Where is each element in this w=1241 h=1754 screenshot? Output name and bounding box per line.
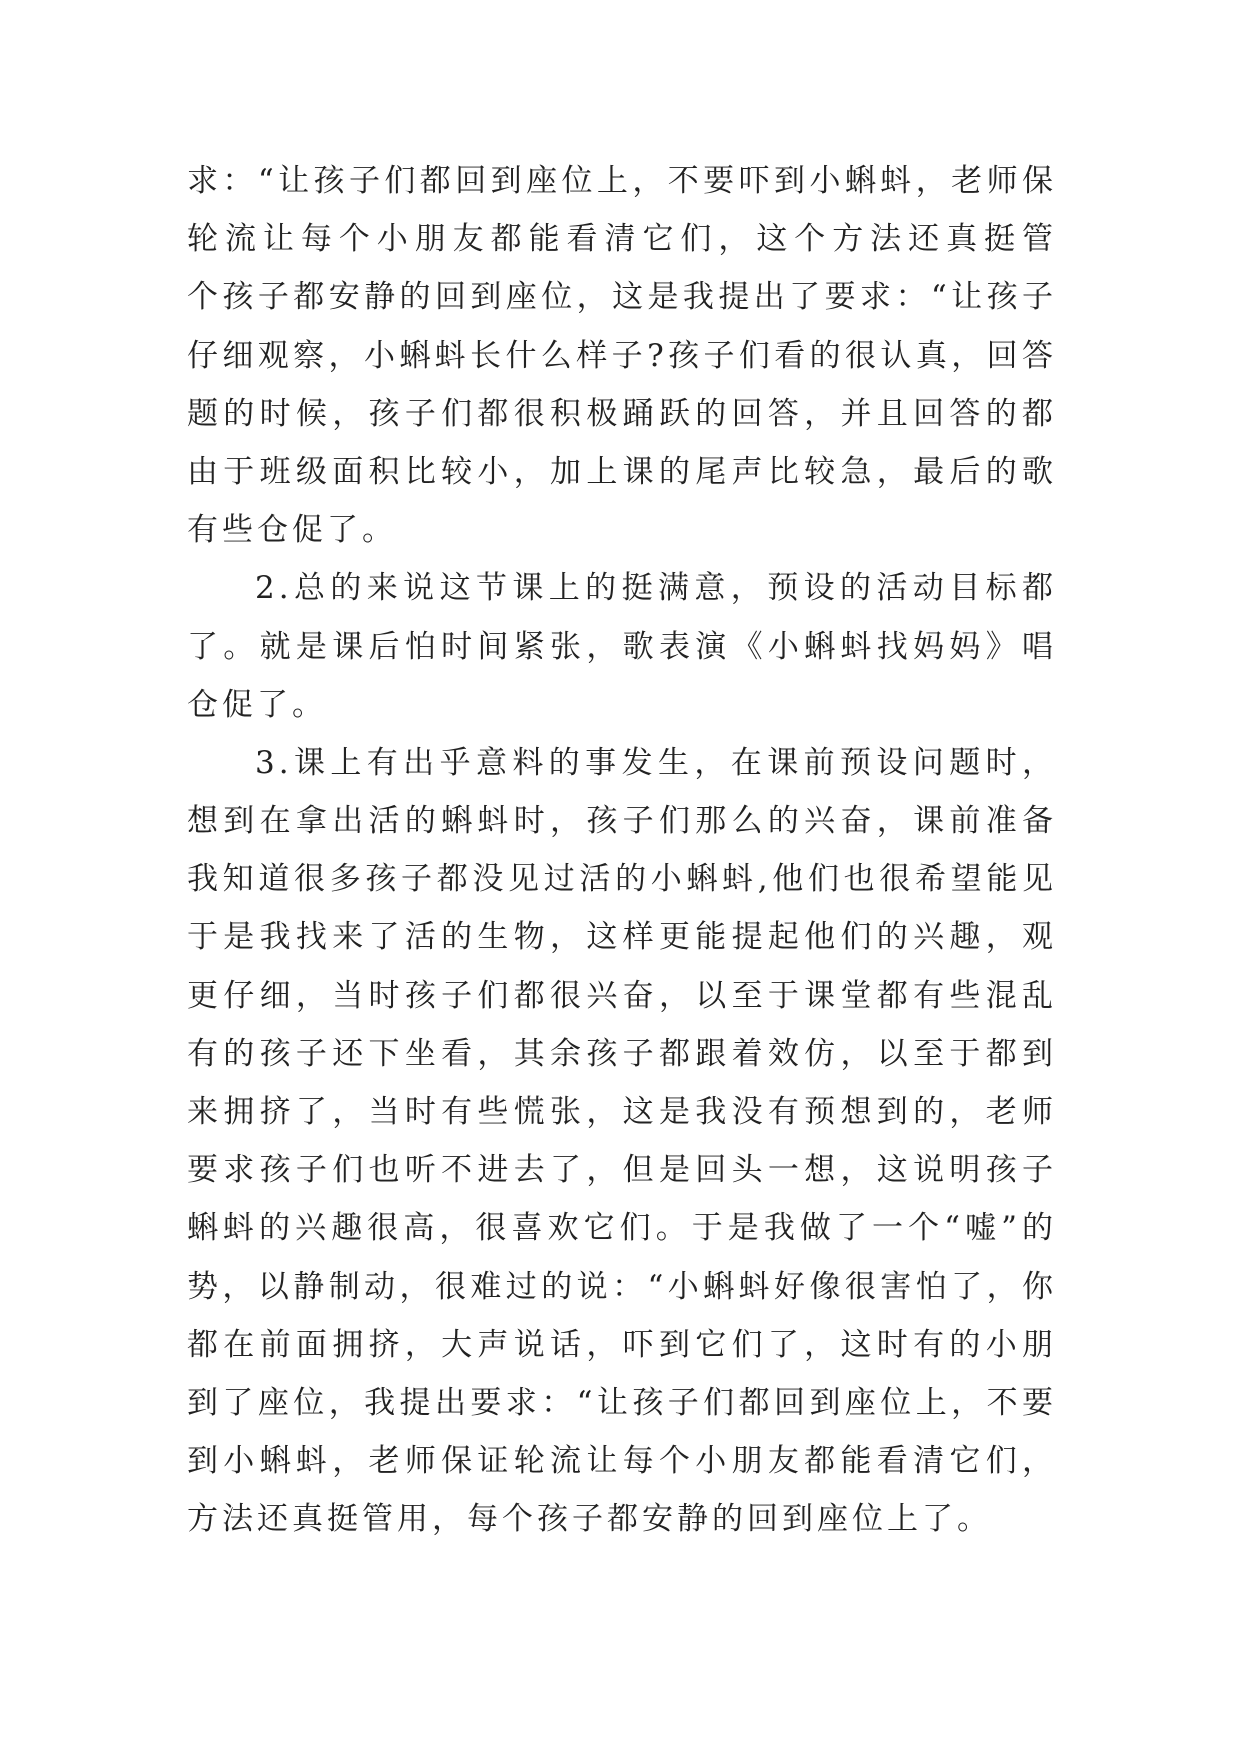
text-line: 有些仓促了。 xyxy=(187,512,397,549)
text-line: 了。就是课后怕时间紧张，歌表演《小蝌蚪找妈妈》唱 xyxy=(187,628,1057,665)
text-line: 更仔细，当时孩子们都很兴奋，以至于课堂都有些混乱 xyxy=(187,977,1057,1014)
text-line: 想到在拿出活的蝌蚪时，孩子们那么的兴奋，课前准备 xyxy=(187,803,1057,840)
text-line: 轮流让每个小朋友都能看清它们，这个方法还真挺管 xyxy=(187,221,1057,258)
text-line: 到了座位，我提出要求：“让孩子们都回到座位上，不要 xyxy=(187,1384,1057,1421)
text-line: 方法还真挺管用，每个孩子都安静的回到座位上了。 xyxy=(187,1501,992,1538)
text-line: 于是我找来了活的生物，这样更能提起他们的兴趣，观 xyxy=(187,919,1057,956)
text-line: 要求孩子们也听不进去了，但是回头一想，这说明孩子 xyxy=(187,1152,1057,1189)
text-line: 有的孩子还下坐看，其余孩子都跟着效仿，以至于都到 xyxy=(187,1035,1057,1072)
text-line: 个孩子都安静的回到座位，这是我提出了要求：“让孩子 xyxy=(187,279,1057,316)
text-line: 来拥挤了，当时有些慌张，这是我没有预想到的，老师 xyxy=(187,1094,1057,1130)
text-line: 仓促了。 xyxy=(187,686,327,723)
text-line: 势，以静制动，很难过的说：“小蝌蚪好像很害怕了，你 xyxy=(187,1268,1057,1305)
text-line: 蝌蚪的兴趣很高，很喜欢它们。于是我做了一个“嘘”的 xyxy=(187,1210,1057,1247)
text-line: 到小蝌蚪，老师保证轮流让每个小朋友都能看清它们， xyxy=(187,1443,1057,1480)
text-line: 题的时候，孩子们都很积极踊跃的回答，并且回答的都 xyxy=(187,395,1057,432)
text-line: 我知道很多孩子都没见过活的小蝌蚪,他们也很希望能见 xyxy=(187,861,1057,898)
text-line: 由于班级面积比较小，加上课的尾声比较急，最后的歌 xyxy=(187,453,1057,490)
text-line: 求：“让孩子们都回到座位上，不要吓到小蝌蚪，老师保 xyxy=(187,163,1057,199)
body-text xyxy=(187,152,1057,1549)
text-line: 仔细观察，小蝌蚪长什么样子?孩子们看的很认真，回答 xyxy=(187,337,1057,374)
paragraph-first-line: 3.课上有出乎意料的事发生，在课前预设问题时， xyxy=(255,744,1057,781)
text-line: 都在前面拥挤，大声说话，吓到它们了，这时有的小朋 xyxy=(187,1326,1057,1363)
paragraph-first-line: 2.总的来说这节课上的挺满意，预设的活动目标都 xyxy=(255,570,1057,607)
